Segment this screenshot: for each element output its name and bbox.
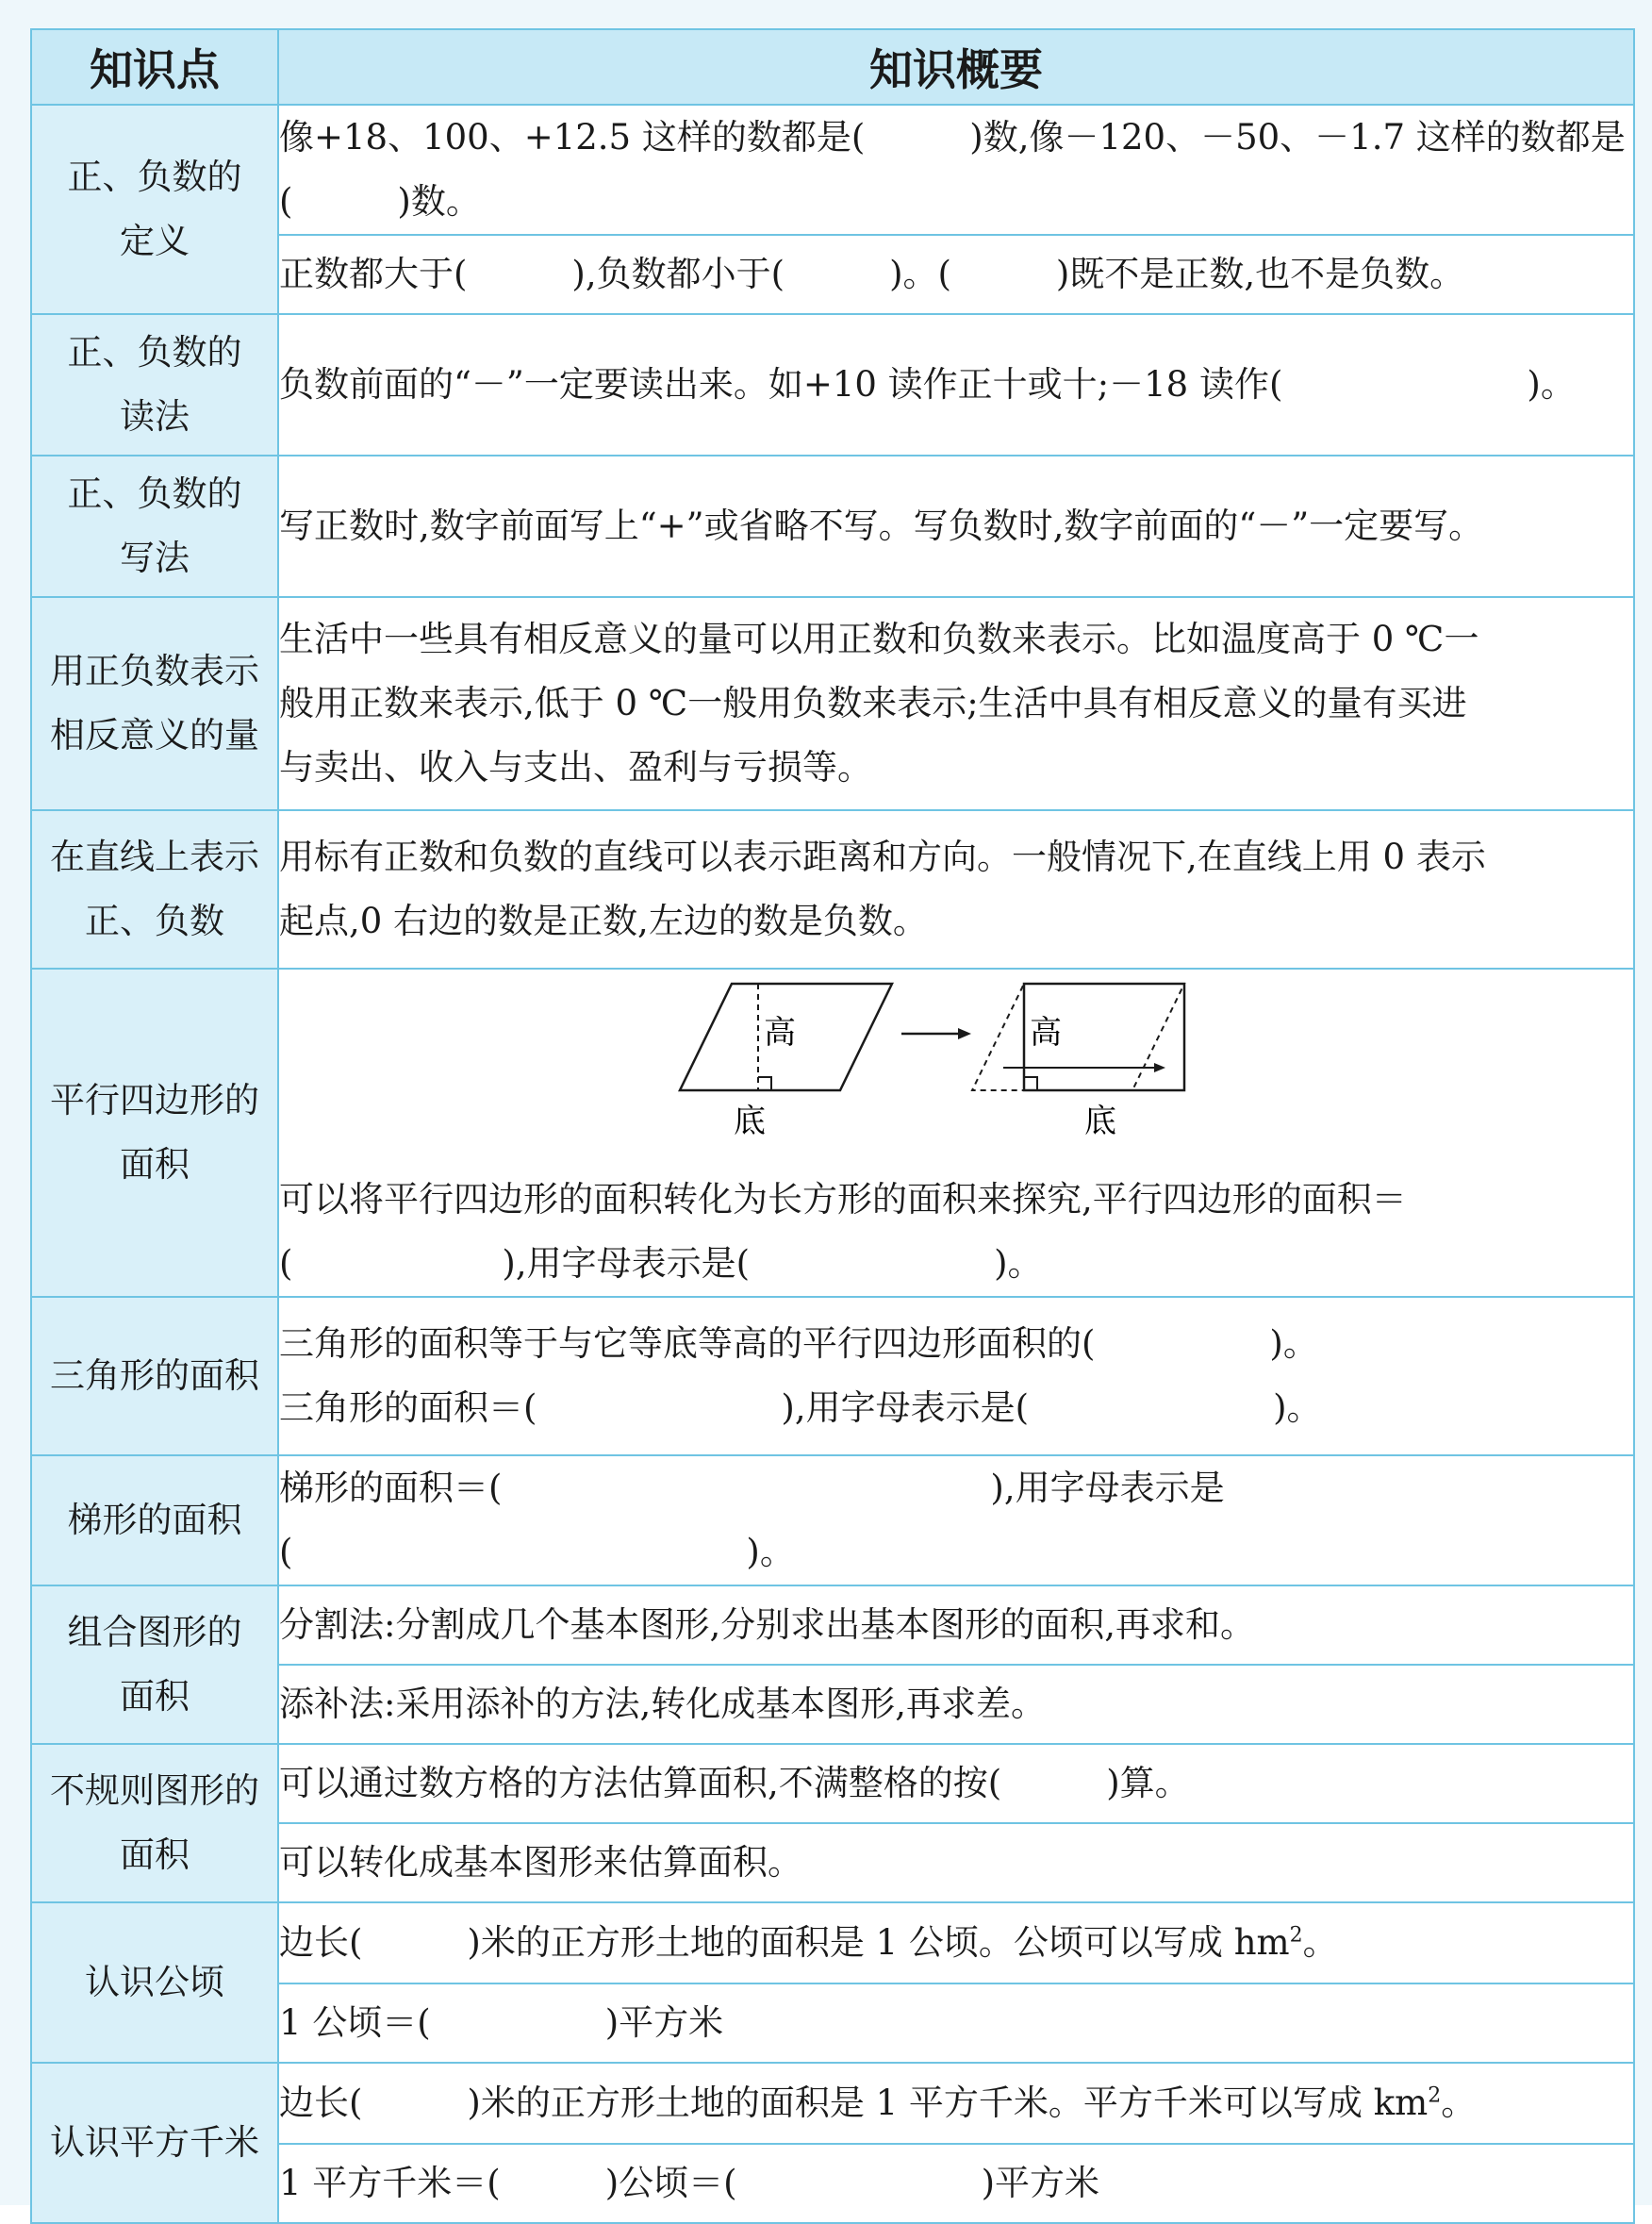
- topic-cell: [31, 1585, 278, 1744]
- summary-cell: [278, 810, 1634, 969]
- summary-cell: [278, 105, 1634, 235]
- topic-cell: [31, 597, 278, 810]
- summary-cell: [278, 1823, 1634, 1902]
- text-run: 边长( )米的正方形土地的面积是 1 公顷。公顷可以写成 hm: [279, 1922, 1290, 1963]
- right-angle-mark: [758, 1077, 771, 1090]
- summary-cell: [278, 456, 1634, 597]
- table-row: [31, 1455, 1634, 1585]
- summary-cell: [278, 1297, 1634, 1455]
- dashed-parallelogram: [972, 984, 1184, 1090]
- base-label: 底: [1084, 1103, 1116, 1140]
- arrow-head: [958, 1028, 971, 1039]
- topic-cell: [31, 105, 278, 314]
- text-line: 1 公顷＝( )平方米: [279, 2002, 724, 2043]
- topic-line: 正、负数的: [67, 332, 242, 373]
- text-line: 可以将平行四边形的面积转化为长方形的面积来探究,平行四边形的面积＝: [279, 1179, 1407, 1220]
- knowledge-table: [30, 28, 1635, 2224]
- table-row: [31, 456, 1634, 597]
- text-line: 梯形的面积＝( ),用字母表示是( )。: [279, 1468, 1225, 1572]
- summary-cell: [278, 314, 1634, 456]
- right-angle-mark: [1024, 1077, 1037, 1090]
- arrow-head: [1154, 1063, 1165, 1072]
- topic-line: 写法: [120, 538, 190, 578]
- topic-cell: [31, 1455, 278, 1585]
- topic-cell: [31, 1297, 278, 1455]
- text-line: 正数都大于( ),负数都小于( )。( )既不是正数,也不是负数。: [279, 254, 1465, 294]
- topic-line: 正、负数的: [67, 157, 242, 197]
- topic-cell: [31, 1744, 278, 1902]
- topic-line: 相反意义的量: [50, 715, 259, 755]
- topic-cell: [31, 456, 278, 597]
- table-row: [31, 1744, 1634, 1823]
- text-line: 像+18、100、+12.5 这样的数都是( )数,像－120、－50、－1.7 这样的数都是: [279, 117, 1626, 158]
- header-summary: 知识概要: [278, 29, 1634, 105]
- topic-line: 正、负数: [85, 901, 224, 941]
- text-line: 1 平方千米＝( )公顷＝( )平方米: [279, 2163, 1100, 2203]
- table-row: [31, 1297, 1634, 1455]
- topic-line: 不规则图形的: [50, 1770, 259, 1811]
- superscript: 2: [1289, 1923, 1303, 1948]
- summary-cell: [278, 1744, 1634, 1823]
- text-line: 般用正数来表示,低于 0 ℃一般用负数来表示;生活中具有相反意义的量有买进: [279, 683, 1467, 723]
- topic-cell: [31, 1902, 278, 2063]
- text-line: 生活中一些具有相反意义的量可以用正数和负数来表示。比如温度高于 0 ℃一: [279, 619, 1479, 659]
- table-row: [31, 2063, 1634, 2144]
- table-row: [31, 1585, 1634, 1665]
- parallelogram-to-rectangle-diagram: [675, 979, 1203, 1168]
- topic-line: 面积: [120, 1144, 190, 1185]
- text-line: 添补法:采用添补的方法,转化成基本图形,再求差。: [279, 1684, 1046, 1724]
- summary-cell: [278, 1665, 1634, 1744]
- topic-cell: [31, 2063, 278, 2223]
- topic-line: 用正负数表示: [50, 651, 259, 691]
- text-line: [279, 1911, 1633, 1975]
- topic-cell: [31, 810, 278, 969]
- topic-line: 在直线上表示: [50, 837, 259, 877]
- text-line: 分割法:分割成几个基本图形,分别求出基本图形的面积,再求和。: [279, 1604, 1255, 1645]
- summary-cell: [278, 1455, 1634, 1585]
- summary-cell: [278, 1902, 1634, 1983]
- topic-line: 平行四边形的: [50, 1080, 259, 1120]
- table-row: [31, 1902, 1634, 1983]
- text-run: 边长( )米的正方形土地的面积是 1 平方千米。平方千米可以写成 km: [279, 2083, 1429, 2123]
- height-label: 高: [1030, 1014, 1062, 1052]
- summary-cell: [278, 1983, 1634, 2063]
- text-run: 。: [1441, 2083, 1477, 2123]
- table-row: [31, 314, 1634, 456]
- parallelogram-figure: [279, 979, 1633, 1168]
- topic-line: 认识平方千米: [50, 2122, 259, 2163]
- text-line: 起点,0 右边的数是正数,左边的数是负数。: [279, 901, 928, 941]
- table-row: [31, 969, 1634, 1297]
- topic-cell: [31, 969, 278, 1297]
- table-row: [31, 810, 1634, 969]
- table-row: [31, 105, 1634, 235]
- summary-cell: [278, 969, 1634, 1297]
- summary-cell: [278, 2063, 1634, 2144]
- topic-line: 定义: [120, 221, 190, 261]
- header-row: [31, 29, 1634, 105]
- topic-line: 面积: [120, 1676, 190, 1717]
- summary-cell: [278, 597, 1634, 810]
- text-line: 用标有正数和负数的直线可以表示距离和方向。一般情况下,在直线上用 0 表示: [279, 837, 1486, 877]
- text-line: ( ),用字母表示是( )。: [279, 1243, 1043, 1284]
- text-line: 三角形的面积＝( ),用字母表示是( )。: [279, 1387, 1322, 1428]
- height-label: 高: [764, 1014, 796, 1052]
- text-line: 与卖出、收入与支出、盈利与亏损等。: [279, 747, 872, 788]
- summary-cell: [278, 235, 1634, 314]
- table-row: [31, 597, 1634, 810]
- summary-cell: [278, 2144, 1634, 2223]
- text-line: ( )数。: [279, 181, 481, 222]
- topic-line: 正、负数的: [67, 473, 242, 514]
- topic-line: 组合图形的: [67, 1612, 242, 1652]
- text-line: 写正数时,数字前面写上“+”或省略不写。写负数时,数字前面的“－”一定要写。: [279, 506, 1484, 546]
- text-line: 可以转化成基本图形来估算面积。: [279, 1842, 802, 1883]
- header-topic: 知识点: [31, 29, 278, 105]
- topic-line: 三角形的面积: [50, 1355, 259, 1396]
- topic-cell: [31, 314, 278, 456]
- summary-cell: [278, 1585, 1634, 1665]
- topic-line: 读法: [120, 396, 190, 437]
- text-line: 三角形的面积等于与它等底等高的平行四边形面积的( )。: [279, 1323, 1318, 1364]
- text-line: 可以通过数方格的方法估算面积,不满整格的按( )算。: [279, 1763, 1190, 1803]
- topic-line: 面积: [120, 1834, 190, 1875]
- text-line: 负数前面的“－”一定要读出来。如+10 读作正十或十;－18 读作( )。: [279, 364, 1576, 405]
- base-label: 底: [734, 1103, 766, 1140]
- superscript: 2: [1428, 2083, 1442, 2108]
- text-run: 。: [1302, 1922, 1338, 1963]
- text-line: [279, 2071, 1633, 2135]
- topic-line: 认识公顷: [85, 1962, 224, 2002]
- topic-line: 梯形的面积: [67, 1500, 242, 1540]
